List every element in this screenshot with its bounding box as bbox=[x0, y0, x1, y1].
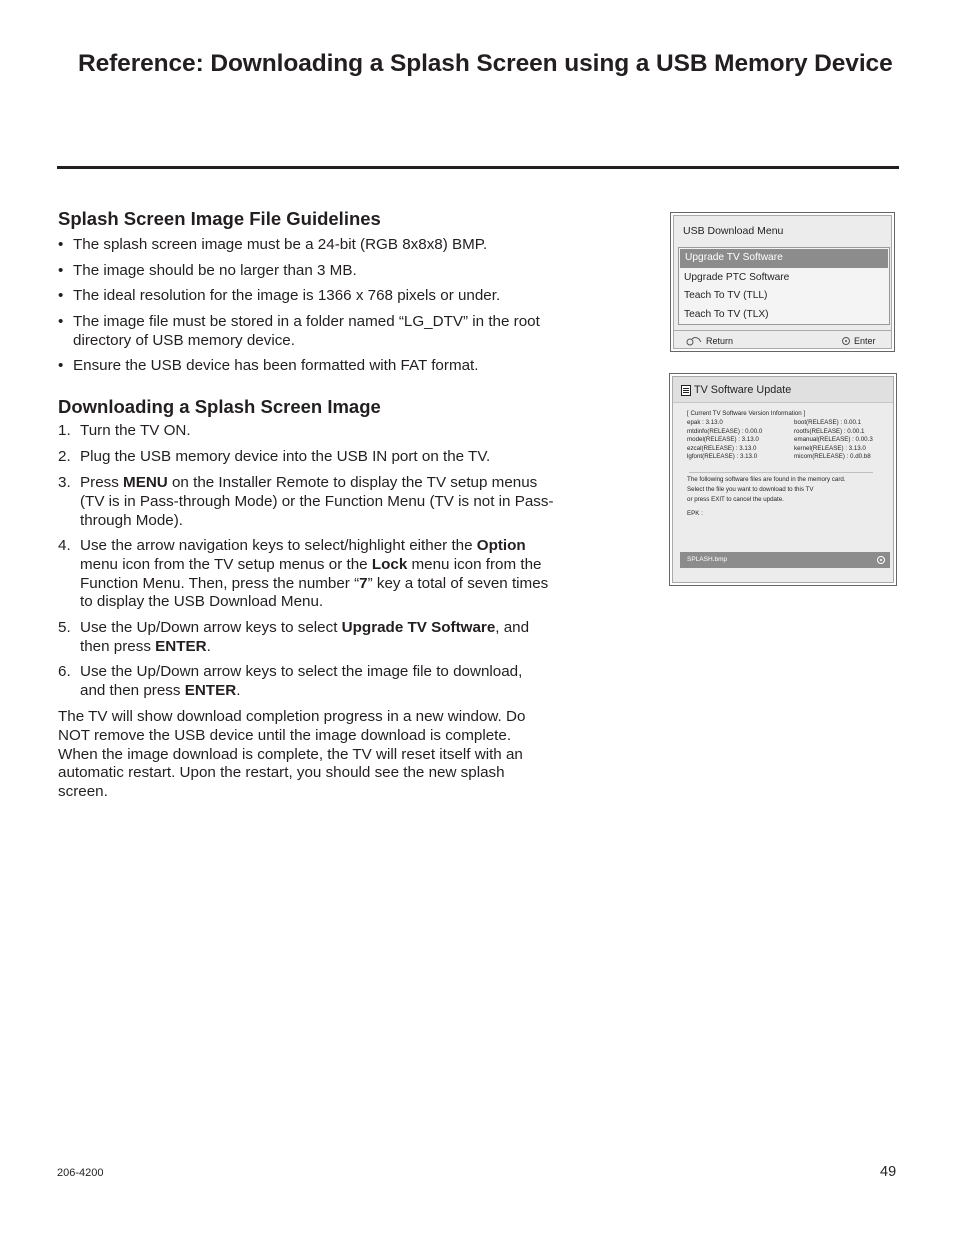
usb-download-menu bbox=[670, 212, 895, 352]
downloading-heading: Downloading a Splash Screen Image bbox=[58, 396, 381, 417]
list-item: • Ensure the USB device has been formatted with FAT format. bbox=[58, 357, 479, 374]
file-list-item[interactable] bbox=[680, 552, 890, 568]
usb-menu-item-teach-tll[interactable]: Teach To TV (TLL) bbox=[684, 290, 768, 302]
ok-icon bbox=[842, 337, 850, 345]
title-rule bbox=[57, 166, 899, 169]
document-icon bbox=[681, 385, 691, 396]
list-item: 2. Plug the USB memory device into the USB IN port on the TV. bbox=[58, 448, 491, 465]
list-item: • The image file must be stored in a folder named “LG_DTV” in the root directory of USB memory device. bbox=[58, 313, 540, 349]
list-item: 5. Use the Up/Down arrow keys to select Upgrade TV Software, and then press ENTER. bbox=[58, 619, 530, 655]
tv-update-title: TV Software Update bbox=[694, 384, 792, 396]
list-item: 6. Use the Up/Down arrow keys to select the image file to download, and then press ENTER. bbox=[58, 663, 523, 699]
usb-menu-title: USB Download Menu bbox=[683, 225, 784, 237]
list-item: • The ideal resolution for the image is 1366 x 768 pixels or under. bbox=[58, 287, 501, 304]
guidelines-heading: Splash Screen Image File Guidelines bbox=[58, 208, 381, 229]
return-hint: Return bbox=[686, 336, 733, 346]
update-message: The following software files are found in the memory card. Select the file you want to download to this TV or press EXIT to cancel the update. bbox=[687, 476, 846, 503]
version-right-column: boot(RELEASE) : 0.00.1 rootfs(RELEASE) : 0.00.1 emanual(RELEASE) : 0.00.3 kernel(RELEASE) : 3.13.0 micom(RELEASE) : 0.d0.b8 bbox=[794, 419, 873, 461]
file-name: SPLASH.bmp bbox=[687, 556, 728, 563]
enter-hint: Enter bbox=[842, 336, 876, 346]
epk-label: EPK : bbox=[687, 510, 703, 517]
version-left-column: epak : 3.13.0 mtdinfo(RELEASE) : 0.00.0 model(RELEASE) : 3.13.0 ezcal(RELEASE) : 3.13.0 lgfont(RELEASE) : 3.13.0 bbox=[687, 419, 763, 461]
page-title: Reference: Downloading a Splash Screen using a USB Memory Device bbox=[78, 50, 893, 77]
document-number: 206-4200 bbox=[57, 1167, 104, 1179]
closing-paragraph: The TV will show download completion progress in a new window. Do NOT remove the USB device until the image download is complete. When the image download is complete, the TV will reset itself with an automatic restart. Upon the restart, you should see the new splash screen. bbox=[58, 708, 526, 801]
usb-menu-item-upgrade-tv[interactable]: Upgrade TV Software bbox=[680, 249, 888, 268]
list-item: 3. Press MENU on the Installer Remote to display the TV setup menus (TV is in Pass-through Mode) or the Function Menu (TV is not in Pass-through Mode). bbox=[58, 474, 554, 529]
tv-software-update-window bbox=[669, 373, 897, 586]
list-item: • The splash screen image must be a 24-bit (RGB 8x8x8) BMP. bbox=[58, 236, 488, 253]
divider bbox=[689, 472, 873, 473]
usb-menu-footer bbox=[674, 330, 891, 346]
usb-menu-item-upgrade-ptc[interactable]: Upgrade PTC Software bbox=[684, 271, 790, 283]
list-item: • The image should be no larger than 3 MB. bbox=[58, 262, 357, 279]
ok-icon bbox=[877, 556, 885, 564]
version-header: [ Current TV Software Version Information ] bbox=[687, 410, 806, 417]
list-item: 4. Use the arrow navigation keys to select/highlight either the Option menu icon from the TV setup menus or the Lock menu icon from the Function Menu. Then, press the number “7” key a total of seven times to display the USB Download Menu. bbox=[58, 537, 549, 611]
page-number: 49 bbox=[880, 1164, 897, 1180]
list-item: 1. Turn the TV ON. bbox=[58, 422, 191, 439]
usb-menu-list bbox=[678, 247, 890, 325]
tv-update-header bbox=[673, 377, 893, 403]
usb-menu-item-teach-tlx[interactable]: Teach To TV (TLX) bbox=[684, 309, 769, 321]
return-icon bbox=[686, 336, 702, 346]
